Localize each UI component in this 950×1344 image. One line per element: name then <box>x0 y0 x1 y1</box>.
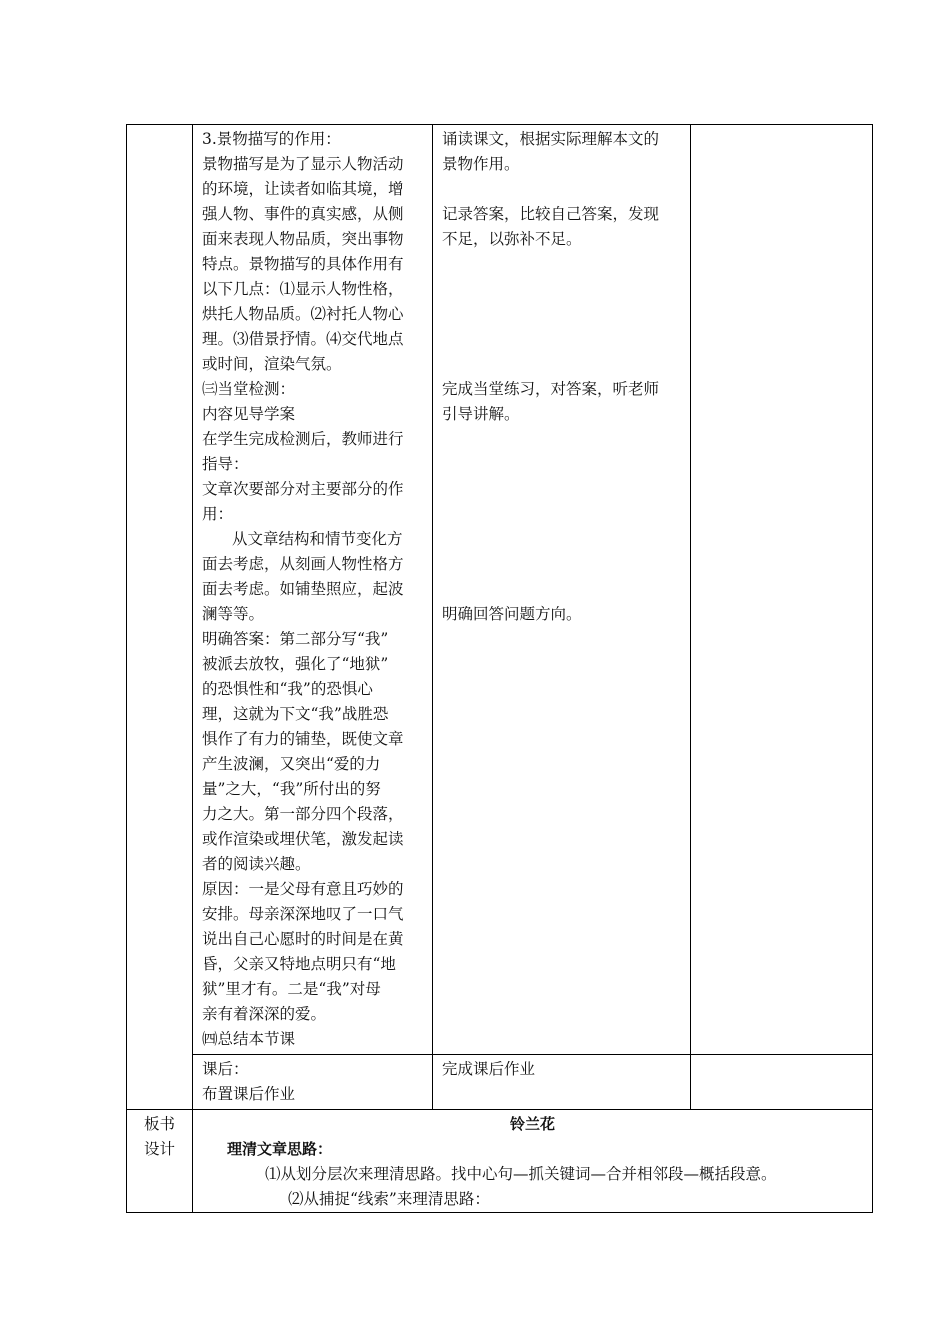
content-line: 的恐惧性和“我”的恐惧心 <box>202 680 373 698</box>
board-subtitle: 理清文章思路： <box>227 1140 333 1158</box>
content-line: 或时间，渲染气氛。 <box>202 355 342 373</box>
content-line: 3.景物描写的作用： <box>202 130 341 148</box>
activity-line: 明确回答问题方向。 <box>442 605 582 623</box>
content-line: 以下几点：⑴显示人物性格， <box>202 280 404 298</box>
content-line: 理，这就为下文“我”战胜恐 <box>202 705 389 723</box>
content-line: ㈣总结本节课 <box>202 1030 296 1048</box>
content-line: 者的阅读兴趣。 <box>202 855 311 873</box>
content-line: 文章次要部分对主要部分的作 <box>202 480 404 498</box>
teaching-process-row <box>127 125 873 1055</box>
content-line: 惧作了有力的铺垫，既使文章 <box>202 730 404 748</box>
content-line: 原因：一是父母有意且巧妙的 <box>202 880 404 898</box>
after-class-activity: 完成课后作业 <box>442 1060 536 1078</box>
content-line: 内容见导学案 <box>202 405 296 423</box>
content-line: 景物描写是为了显示人物活动 <box>202 155 404 173</box>
content-line: 量”之大，“我”所付出的努 <box>202 780 381 798</box>
board-title: 铃兰花 <box>509 1115 555 1133</box>
content-line: 昏，父亲又特地点明只有“地 <box>202 955 396 973</box>
after-class-heading: 课后： <box>202 1060 249 1078</box>
board-design-content-cell <box>193 1110 873 1213</box>
board-item-1: ⑴从划分层次来理清思路。找中心句—抓关键词—合并相邻段—概括段意。 <box>265 1165 777 1183</box>
content-line: 用： <box>202 505 234 523</box>
content-line: 特点。景物描写的具体作用有 <box>202 255 404 273</box>
student-activity-cell <box>433 125 691 1055</box>
after-class-activity-cell <box>433 1055 691 1110</box>
content-line: 强人物、事件的真实感，从侧 <box>202 205 404 223</box>
board-label-line2: 设计 <box>143 1140 175 1158</box>
content-line: 面去考虑。如铺垫照应，起波 <box>202 580 404 598</box>
after-class-notes-cell <box>691 1055 873 1110</box>
content-line: 说出自己心愿时的时间是在黄 <box>202 930 404 948</box>
activity-line: 引导讲解。 <box>442 405 520 423</box>
content-line: 在学生完成检测后，教师进行 <box>202 430 404 448</box>
content-line: 面去考虑，从刻画人物性格方 <box>202 555 404 573</box>
content-line: 力之大。第一部分四个段落， <box>202 805 404 823</box>
content-line: 狱”里才有。二是“我”对母 <box>202 980 381 998</box>
activity-line: 记录答案，比较自己答案，发现 <box>442 205 660 223</box>
after-class-task: 布置课后作业 <box>202 1085 296 1103</box>
lesson-plan-table <box>126 124 873 1213</box>
board-label-line1: 板书 <box>143 1115 175 1133</box>
content-line: 面来表现人物品质，突出事物 <box>202 230 404 248</box>
content-line: 的环境，让读者如临其境，增 <box>202 180 404 198</box>
teacher-content-text <box>193 125 432 1054</box>
activity-line: 完成当堂练习，对答案，听老师 <box>442 380 660 398</box>
content-line: 被派去放牧，强化了“地狱” <box>202 655 389 673</box>
content-line: 安排。母亲深深地叹了一口气 <box>202 905 404 923</box>
after-class-row <box>127 1055 873 1110</box>
content-line: 从文章结构和情节变化方 <box>232 530 403 548</box>
notes-cell <box>691 125 873 1055</box>
board-design-row <box>127 1110 873 1213</box>
teacher-content-cell <box>193 125 433 1055</box>
content-line: 产生波澜，又突出“爱的力 <box>202 755 381 773</box>
content-line: ㈢当堂检测： <box>202 380 296 398</box>
activity-line: 诵读课文，根据实际理解本文的 <box>442 130 660 148</box>
content-line: 或作渲染或埋伏笔，激发起读 <box>202 830 404 848</box>
stage-label-cell <box>127 125 193 1110</box>
content-line: 亲有着深深的爱。 <box>202 1005 327 1023</box>
content-line: 指导： <box>202 455 249 473</box>
content-line: 澜等等。 <box>202 605 265 623</box>
board-item-2: ⑵从捕捉“线索”来理清思路： <box>288 1190 490 1208</box>
content-line: 明确答案：第二部分写“我” <box>202 630 389 648</box>
student-activity-text <box>433 125 690 629</box>
activity-line: 景物作用。 <box>442 155 520 173</box>
activity-line: 不足，以弥补不足。 <box>442 230 582 248</box>
after-class-content-cell <box>193 1055 433 1110</box>
content-line: 烘托人物品质。⑵衬托人物心 <box>202 305 404 323</box>
content-line: 理。⑶借景抒情。⑷交代地点 <box>202 330 404 348</box>
board-design-label-cell <box>127 1110 193 1213</box>
